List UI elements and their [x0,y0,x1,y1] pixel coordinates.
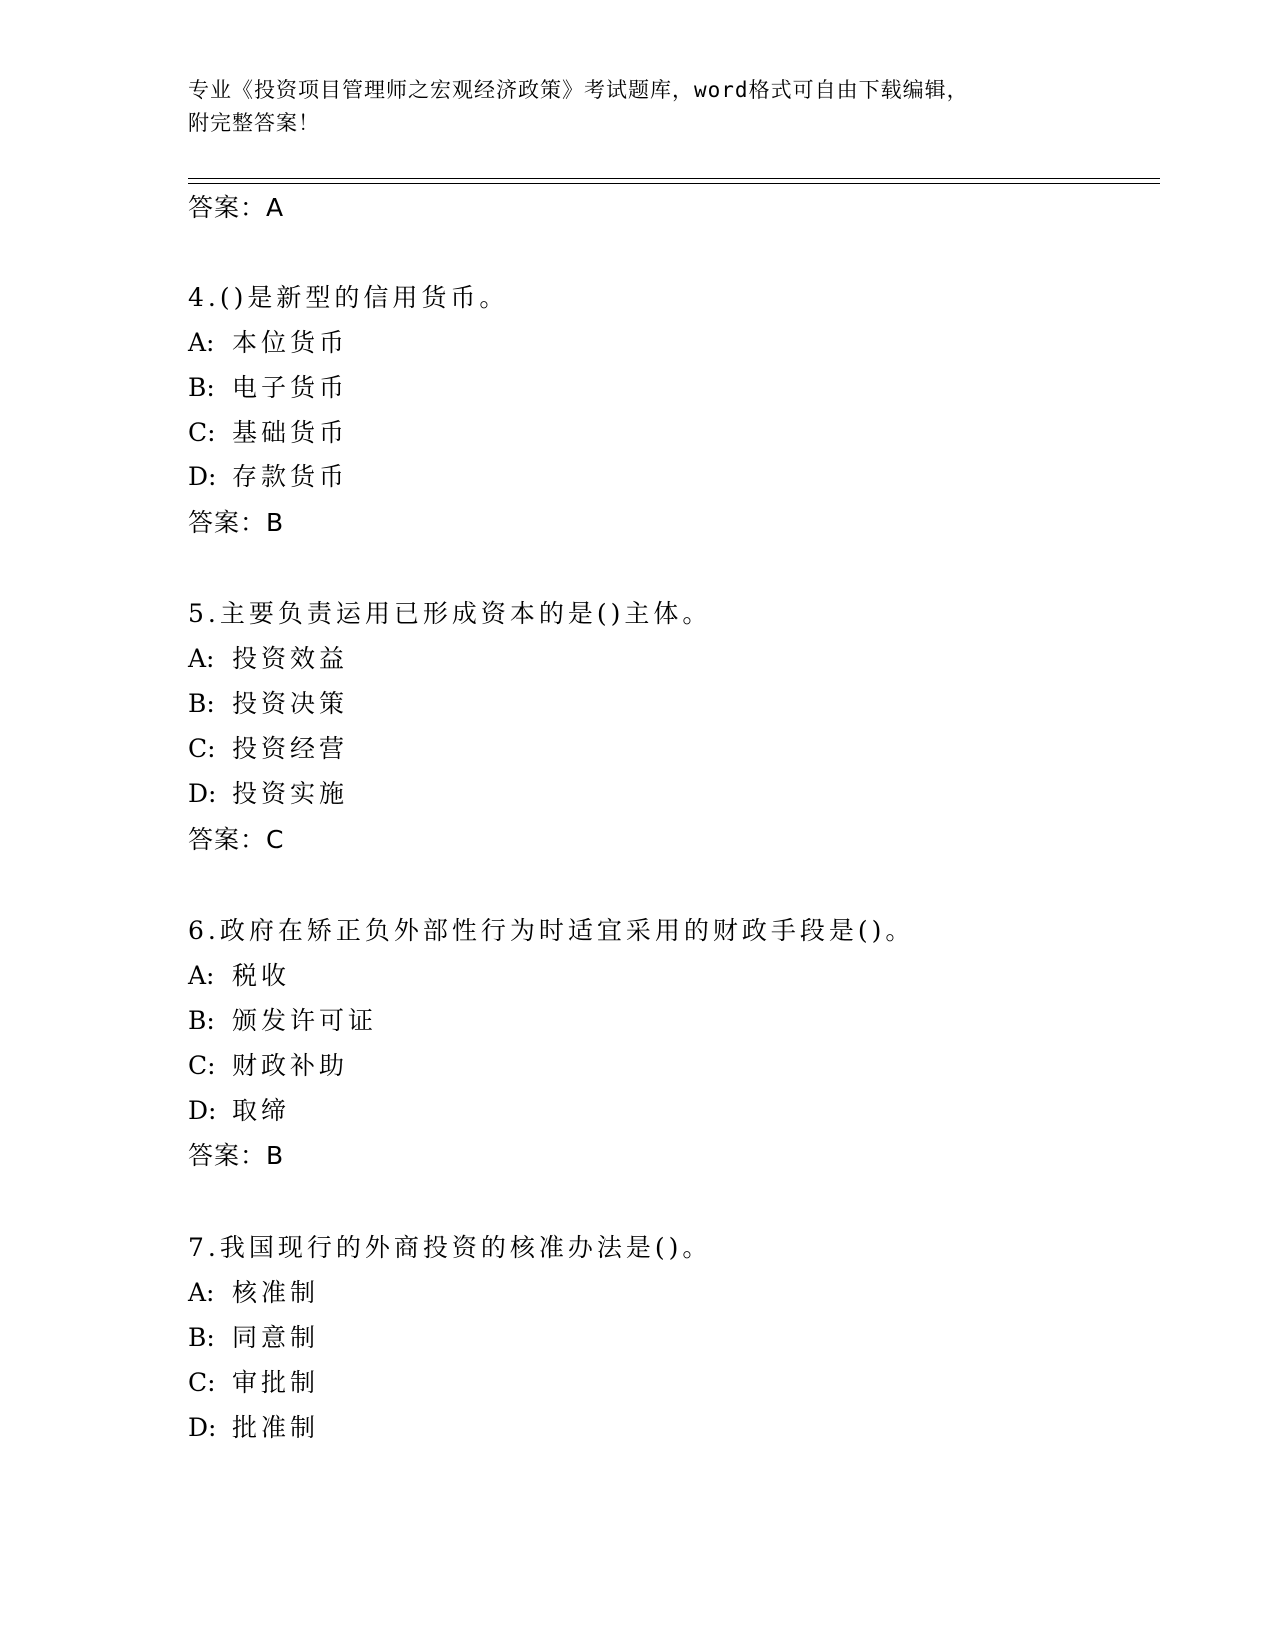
option-letter: D: [188,1413,217,1442]
question-text: 7.我国现行的外商投资的核准办法是()。 [188,1233,712,1262]
option-text: 本位货币 [232,328,349,357]
option-d [188,1096,290,1126]
option-text: 同意制 [232,1323,320,1352]
option-b [188,1323,319,1353]
option-d [188,1413,319,1443]
answer-value: B [266,1141,285,1170]
option-a [188,961,290,991]
option-letter: D: [188,1096,217,1125]
question-text: 4.()是新型的信用货币。 [188,283,509,312]
option-text: 存款货币 [232,462,349,491]
option-text: 审批制 [232,1368,320,1397]
option-text: 颁发许可证 [232,1006,378,1035]
option-letter: B: [188,1323,215,1352]
option-a [188,328,348,358]
option-c [188,734,348,764]
option-c [188,418,348,448]
answer-line [188,508,284,538]
header-note-line-1: 专业《投资项目管理师之宏观经济政策》考试题库，word格式可自由下载编辑， [188,78,969,102]
option-b [188,373,348,403]
option-letter: B: [188,373,215,402]
question-text: 5.主要负责运用已形成资本的是()主体。 [188,599,712,628]
option-text: 税收 [232,961,291,990]
header-divider-bottom [188,183,1160,184]
answer-label: 答案： [188,1141,267,1170]
header-note [188,74,1088,140]
option-text: 核准制 [232,1278,320,1307]
option-letter: D: [188,462,217,491]
option-text: 批准制 [232,1413,320,1442]
option-text: 投资经营 [232,734,349,763]
option-letter: A: [188,644,215,673]
option-text: 投资决策 [232,689,349,718]
answer-label: 答案： [188,825,267,854]
option-text: 财政补助 [232,1051,349,1080]
option-letter: B: [188,1006,215,1035]
option-letter: A: [188,328,215,357]
answer-line [188,825,284,855]
option-d [188,462,348,492]
option-c [188,1368,319,1398]
header-note-line-2: 附完整答案！ [188,111,320,135]
answer-value: A [266,193,285,222]
option-text: 基础货币 [232,418,349,447]
option-letter: C: [188,734,216,763]
option-d [188,779,348,809]
answer-line [188,193,284,223]
option-letter: A: [188,961,215,990]
option-letter: A: [188,1278,215,1307]
option-a [188,1278,319,1308]
option-a [188,644,348,674]
option-b [188,1006,377,1036]
option-c [188,1051,348,1081]
answer-label: 答案： [188,508,267,537]
option-letter: C: [188,1051,216,1080]
answer-label: 答案： [188,193,267,222]
option-text: 电子货币 [232,373,349,402]
option-letter: C: [188,418,216,447]
option-letter: C: [188,1368,216,1397]
answer-line [188,1141,284,1171]
header-divider-top [188,178,1160,179]
option-letter: D: [188,779,217,808]
option-b [188,689,348,719]
option-text: 投资实施 [232,779,349,808]
answer-value: C [266,825,285,854]
answer-value: B [266,508,285,537]
option-letter: B: [188,689,215,718]
option-text: 投资效益 [232,644,349,673]
question-text: 6.政府在矫正负外部性行为时适宜采用的财政手段是()。 [188,916,915,945]
option-text: 取缔 [232,1096,291,1125]
